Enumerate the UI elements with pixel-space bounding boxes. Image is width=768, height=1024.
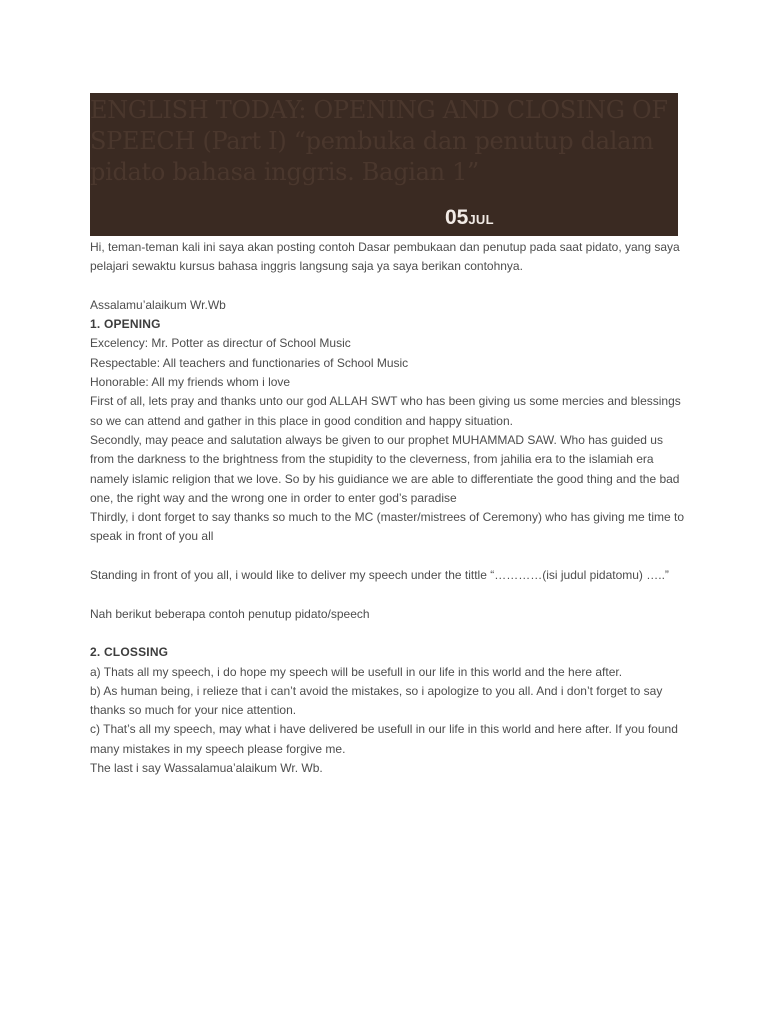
spacer — [90, 585, 685, 604]
opening-line: Respectable: All teachers and functionaries of School Music — [90, 355, 409, 370]
post-body — [90, 238, 685, 778]
spacer — [90, 547, 685, 566]
closing-line: c) That’s all my speech, may what i have delivered be usefull in our life in this world and here after. If you found many mistakes in my speech please forgive me. — [90, 722, 678, 756]
opening-heading: 1. OPENING — [90, 317, 161, 332]
date-day: 05 — [445, 206, 469, 229]
closing-line: a) Thats all my speech, i do hope my speech will be usefull in our life in this world and the here after. — [90, 664, 623, 679]
intro-paragraph: Hi, teman-teman kali ini saya akan posting contoh Dasar pembukaan dan penutup pada saat pidato, yang saya pelajari sewaktu kursus bahasa inggris langsung saja ya saya berikan contohnya. — [90, 240, 680, 274]
post-header — [90, 93, 678, 236]
opening-line: Excelency: Mr. Potter as directur of School Music — [90, 336, 351, 351]
closing-heading: 2. CLOSSING — [90, 645, 169, 660]
post-title: ENGLISH TODAY: OPENING AND CLOSING OF SPEECH (Part I) “pembuka dan penutup dalam pidato bahasa inggris. Bagian 1” — [90, 96, 668, 186]
spacer — [90, 624, 685, 643]
date-month: JUL — [468, 212, 494, 227]
closing-line: b) As human being, i relieze that i can’t avoid the mistakes, so i apologize to you all. And i don’t forget to say thanks so much for your nice attention. — [90, 683, 663, 718]
spacer — [90, 277, 685, 296]
standing-paragraph: Standing in front of you all, i would like to deliver my speech under the tittle “…………(isi judul pidatomu) …..” — [90, 568, 669, 583]
closing-line: The last i say Wassalamua’alaikum Wr. Wb. — [90, 761, 323, 776]
opening-line: Secondly, may peace and salutation always be given to our prophet MUHAMMAD SAW. Who has guided us from the darkness to the brightness from the stupidity to the cleverness, from jahilia era to the islamiah era namely islamic religion that we love. So by his guidiance we are able to differentiate the good thing and the bad one, the right way and the wrong one in order to enter god’s paradise — [90, 432, 680, 505]
opening-line: Thirdly, i dont forget to say thanks so much to the MC (master/mistrees of Ceremony) who has giving me time to speak in front of you all — [90, 510, 685, 544]
opening-line: Honorable: All my friends whom i love — [90, 375, 291, 390]
opening-line: First of all, lets pray and thanks unto our god ALLAH SWT who has been giving us some mercies and blessings so we can attend and gather in this place in good condition and happy situation. — [90, 394, 681, 428]
post-date — [445, 206, 494, 230]
transition-line: Nah berikut beberapa contoh penutup pidato/speech — [90, 606, 370, 621]
greeting-line: Assalamu’alaikum Wr.Wb — [90, 297, 226, 312]
